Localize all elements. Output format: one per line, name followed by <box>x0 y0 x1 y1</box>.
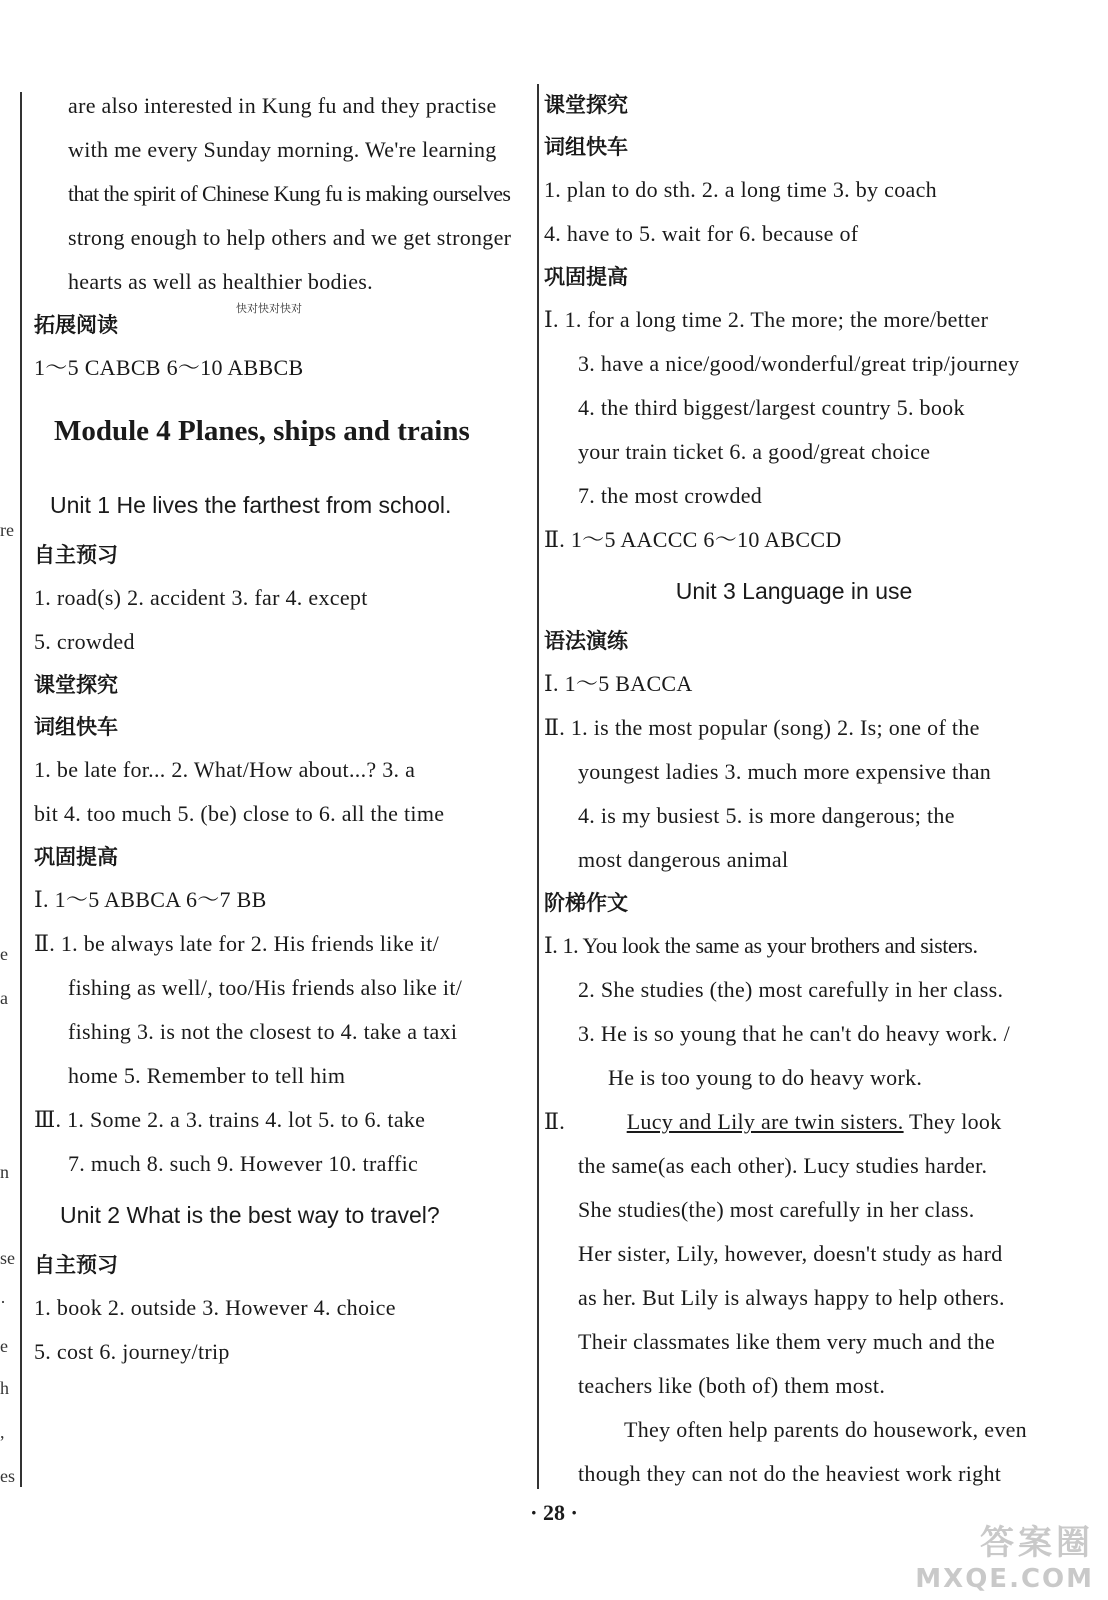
answer-line: He is too young to do heavy work. <box>608 1065 923 1090</box>
unit-title: Unit 3 Language in use <box>675 578 913 604</box>
section-heading-class: 课堂探究 <box>34 673 118 697</box>
edge-fragment: re <box>0 520 14 540</box>
column-divider <box>537 84 539 1489</box>
unit-title: Unit 2 What is the best way to travel? <box>60 1202 440 1228</box>
section-heading-phrases: 词组快车 <box>34 715 118 739</box>
answer-line: Ⅱ. 1. be always late for 2. His friends like it/ <box>34 931 440 956</box>
section-heading-phrases: 词组快车 <box>544 135 628 159</box>
answer-line: 3. He is so young that he can't do heavy work. / <box>578 1021 1011 1046</box>
unit-title: Unit 1 He lives the farthest from school. <box>50 492 452 518</box>
essay-line: Their classmates like them very much and the <box>578 1329 996 1354</box>
margin-note: 快对快对快对 <box>236 302 302 315</box>
edge-fragment: es <box>0 1466 15 1486</box>
answer-line: Ⅱ. 1. is the most popular (song) 2. Is; one of the <box>544 715 980 740</box>
answer-line: most dangerous animal <box>578 847 789 872</box>
answer-line: 1. be late for... 2. What/How about...? 3. a <box>34 757 416 782</box>
answer-line: fishing 3. is not the closest to 4. take a taxi <box>68 1019 458 1044</box>
text-line: strong enough to help others and we get stronger <box>68 225 512 250</box>
page-number: · 28 · <box>530 1500 578 1525</box>
edge-fragment: · <box>0 1292 6 1312</box>
essay-line: They often help parents do housework, even <box>624 1417 1027 1442</box>
answer-line: your train ticket 6. a good/great choice <box>578 439 931 464</box>
answer-line: Ⅰ. 1. You look the same as your brothers and sisters. <box>544 933 978 958</box>
answer-line: Ⅰ. 1. for a long time 2. The more; the more/better <box>544 307 989 332</box>
answer-line: 1～5 CABCB 6～10 ABBCB <box>34 355 304 380</box>
answer-line: 1. plan to do sth. 2. a long time 3. by coach <box>544 177 937 202</box>
answer-line: Ⅱ. 1～5 AACCC 6～10 ABCCD <box>544 527 842 552</box>
edge-fragment: , <box>0 1422 5 1442</box>
text-line: hearts as well as healthier bodies. <box>68 269 373 294</box>
section-heading-extended-reading: 拓展阅读 <box>34 313 118 337</box>
edge-fragment: se <box>0 1248 15 1268</box>
answer-line: 1. book 2. outside 3. However 4. choice <box>34 1295 396 1320</box>
answer-line: Ⅲ. 1. Some 2. a 3. trains 4. lot 5. to 6. take <box>34 1107 426 1132</box>
answer-line: 1. road(s) 2. accident 3. far 4. except <box>34 585 368 610</box>
answer-line: youngest ladies 3. much more expensive than <box>578 759 992 784</box>
essay-line: as her. But Lily is always happy to help others. <box>578 1285 1005 1310</box>
watermark-logo-text: 答案圈 <box>980 1523 1094 1563</box>
answer-line: 4. is my busiest 5. is more dangerous; the <box>578 803 955 828</box>
section-heading-grammar: 语法演练 <box>544 629 628 653</box>
answer-line: fishing as well/, too/His friends also like it/ <box>68 975 463 1000</box>
essay-line: though they can not do the heaviest work right <box>578 1461 1002 1486</box>
essay-line: teachers like (both of) them most. <box>578 1373 886 1398</box>
text-line: that the spirit of Chinese Kung fu is making ourselves <box>68 181 511 206</box>
section-heading-class: 课堂探究 <box>544 93 628 117</box>
edge-fragment: e <box>0 1336 8 1356</box>
answer-line: 7. much 8. such 9. However 10. traffic <box>68 1151 419 1176</box>
text-line: with me every Sunday morning. We're learning <box>68 137 497 162</box>
watermark-url: MXQE.COM <box>915 1564 1094 1594</box>
essay-label: Ⅱ. <box>544 1109 566 1134</box>
essay-line: Her sister, Lily, however, doesn't study as hard <box>578 1241 1003 1266</box>
edge-fragment: n <box>0 1162 9 1182</box>
essay-first-line <box>544 1100 1044 1144</box>
answer-line: 7. the most crowded <box>578 483 763 508</box>
answer-line: home 5. Remember to tell him <box>68 1063 346 1088</box>
left-column <box>34 84 534 1374</box>
left-margin-rule <box>20 92 22 1487</box>
section-heading-preview: 自主预习 <box>34 543 118 567</box>
answer-line: 2. She studies (the) most carefully in her class. <box>578 977 1004 1002</box>
text-line: are also interested in Kung fu and they practise <box>68 93 497 118</box>
essay-topic-sentence: Lucy and Lily are twin sisters. <box>626 1109 904 1134</box>
essay-line: the same(as each other). Lucy studies harder. <box>578 1153 988 1178</box>
essay-first-rest: They look <box>903 1109 1002 1134</box>
answer-line: 4. have to 5. wait for 6. because of <box>544 221 859 246</box>
answer-line: Ⅰ. 1～5 BACCA <box>544 671 693 696</box>
module-title: Module 4 Planes, ships and trains <box>54 415 470 447</box>
answer-line: 3. have a nice/good/wonderful/great trip/journey <box>578 351 1020 376</box>
section-heading-writing: 阶梯作文 <box>544 891 628 915</box>
section-heading-preview: 自主预习 <box>34 1253 118 1277</box>
answer-line: Ⅰ. 1～5 ABBCA 6～7 BB <box>34 887 267 912</box>
answer-line: 4. the third biggest/largest country 5. book <box>578 395 965 420</box>
edge-fragment: h <box>0 1378 9 1398</box>
section-heading-consolidate: 巩固提高 <box>544 265 628 289</box>
section-heading-consolidate: 巩固提高 <box>34 845 118 869</box>
answer-line: 5. cost 6. journey/trip <box>34 1339 230 1364</box>
answer-line: 5. crowded <box>34 629 135 654</box>
right-column <box>544 84 1044 1496</box>
answer-line: bit 4. too much 5. (be) close to 6. all the time <box>34 801 445 826</box>
edge-fragment: e <box>0 944 8 964</box>
edge-fragment: a <box>0 988 8 1008</box>
essay-line: She studies(the) most carefully in her class. <box>578 1197 975 1222</box>
watermark <box>915 1515 1094 1594</box>
